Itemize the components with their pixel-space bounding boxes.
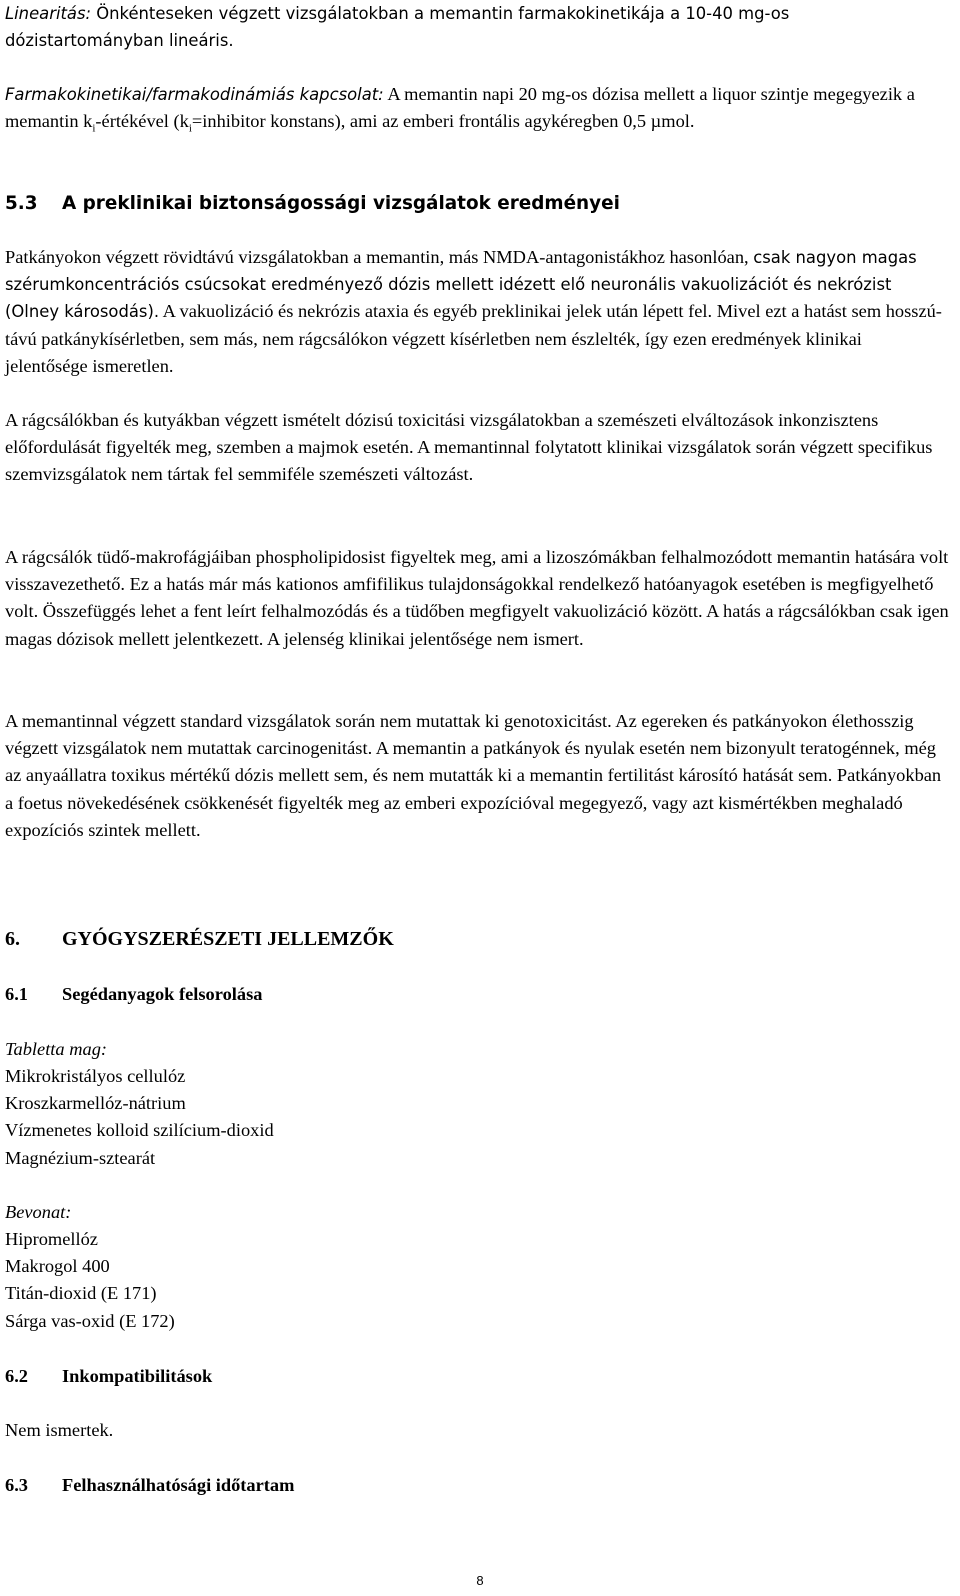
section-5-3-number: 5.3: [5, 193, 38, 214]
section-6-1-number: 6.1: [5, 984, 28, 1004]
section-5-3-title: A preklinikai biztonságossági vizsgálatok eredményei: [62, 193, 620, 214]
section-5-3-heading: [5, 190, 949, 217]
tablet-core-list: [5, 1063, 949, 1172]
list-item: Makrogol 400: [5, 1256, 110, 1277]
list-item: Hipromellóz: [5, 1229, 98, 1249]
section-6-2-heading: [5, 1363, 949, 1390]
list-item: Sárga vas-oxid (E 172): [5, 1310, 175, 1331]
list-item: Titán-dioxid (E 171): [5, 1283, 157, 1304]
pkpd-sub-1: i: [92, 122, 96, 135]
linearity-paragraph: [5, 0, 949, 54]
pkpd-text-1: A memantin napi 20 mg-os dózisa mellett a liquor szintje megegyezik a memantin k: [5, 84, 915, 132]
coating-list: [5, 1226, 949, 1335]
section-6-title: GYÓGYSZERÉSZETI JELLEMZŐK: [62, 928, 394, 950]
preclinical-paragraph-1: [5, 244, 949, 380]
list-item: Magnézium-sztearát: [5, 1147, 156, 1168]
section-6-1-title: Segédanyagok felsorolása: [62, 984, 263, 1004]
pkpd-label: Farmakokinetikai/farmakodinámiás kapcsolat:: [5, 85, 384, 104]
incompatibilities-text: Nem ismertek.: [5, 1420, 114, 1440]
coating-label: Bevonat:: [5, 1202, 72, 1222]
section-6-heading: [5, 926, 949, 953]
section-6-3-title: Felhasználhatósági időtartam: [62, 1475, 295, 1495]
para1-rest-text: A vakuolizáció és nekrózis ataxia és egyéb preklinikai jelek után lépett fel. Mivel ezt a hatást sem hosszú-távú patkánykísérletben, sem más, nem rágcsálókon végzett kísérletben nem észlelték, így ezen eredmények klinikai jelentősége ismeretlen.: [5, 301, 942, 376]
section-6-3-heading: [5, 1472, 949, 1499]
preclinical-paragraph-3: A rágcsálók tüdő-makrofágjáiban phospholipidosist figyeltek meg, ami a lizoszómákban felhalmozódott memantin hatására volt visszavezethető. Ez a hatás már más kationos amfifilikus tulajdonságokkal rendelkező hatóanyagok esetében is megfigyelhető volt. Összefüggés lehet a fent leírt felhalmozódás és a tüdőben megfigyelt vakuolizáció között. A hatás a rágcsálókban csak igen magas dózisok mellett jelentkezett. A jelenség klinikai jelentősége nem ismert.: [5, 547, 949, 649]
pkpd-text-2: -értékével (k: [95, 111, 189, 132]
page-number: 8: [476, 1573, 484, 1588]
linearity-label: Linearitás:: [5, 4, 92, 23]
list-item: Mikrokristályos cellulóz: [5, 1066, 186, 1086]
pkpd-sub-2: i: [188, 122, 192, 135]
linearity-text: Önkénteseken végzett vizsgálatokban a memantin farmakokinetikája a 10-40 mg-os dózistartományban lineáris.: [5, 4, 790, 51]
preclinical-paragraph-4: A memantinnal végzett standard vizsgálatok során nem mutattak ki genotoxicitást. Az egereken és patkányokon élethosszig végzett vizsgálatok nem mutattak carcinogenitást. A memantin a patkányok és nyulak esetén nem bizonyult teratogénnek, még az anyaállatra toxikus mértékű dózis mellett sem, és nem mutatták ki a memantin fertilitást károsító hatását sem. Patkányokban a foetus növekedésének csökkenését figyelték meg az emberi expozícióval megegyező, vagy azt kismértékben meghaladó expozíciós szintek mellett.: [5, 711, 942, 840]
list-item: Vízmenetes kolloid szilícium-dioxid: [5, 1120, 274, 1141]
tablet-core-label: Tabletta mag:: [5, 1039, 108, 1059]
pkpd-paragraph: [5, 81, 949, 143]
preclinical-paragraph-2: A rágcsálókban és kutyákban végzett ismételt dózisú toxicitási vizsgálatokban a szemészeti elváltozások inkonzisztens előfordulását figyelték meg, szemben a majmok esetén. A memantinnal folytatott klinikai vizsgálatok során végzett specifikus szemvizsgálatok nem tártak fel semmiféle szemészeti változást.: [5, 410, 933, 485]
para1-serif-text: Patkányokon végzett rövidtávú vizsgálatokban a memantin, más NMDA-antagonistákhoz hasonlóan,: [5, 247, 749, 267]
section-6-1-heading: [5, 981, 949, 1008]
list-item: Kroszkarmellóz-nátrium: [5, 1093, 186, 1114]
section-6-3-number: 6.3: [5, 1475, 28, 1495]
section-6-number: 6.: [5, 928, 20, 950]
para1-sans-text: csak nagyon magas szérumkoncentrációs csúcsokat eredményező dózis mellett idézett elő neuronális vakuolizációt és nekrózist (Olney károsodás).: [5, 248, 917, 322]
section-6-2-title: Inkompatibilitások: [62, 1366, 213, 1386]
section-6-2-number: 6.2: [5, 1366, 28, 1386]
pkpd-text-3: =inhibitor konstans), ami az emberi frontális agykéregben 0,5 µmol.: [191, 111, 695, 132]
